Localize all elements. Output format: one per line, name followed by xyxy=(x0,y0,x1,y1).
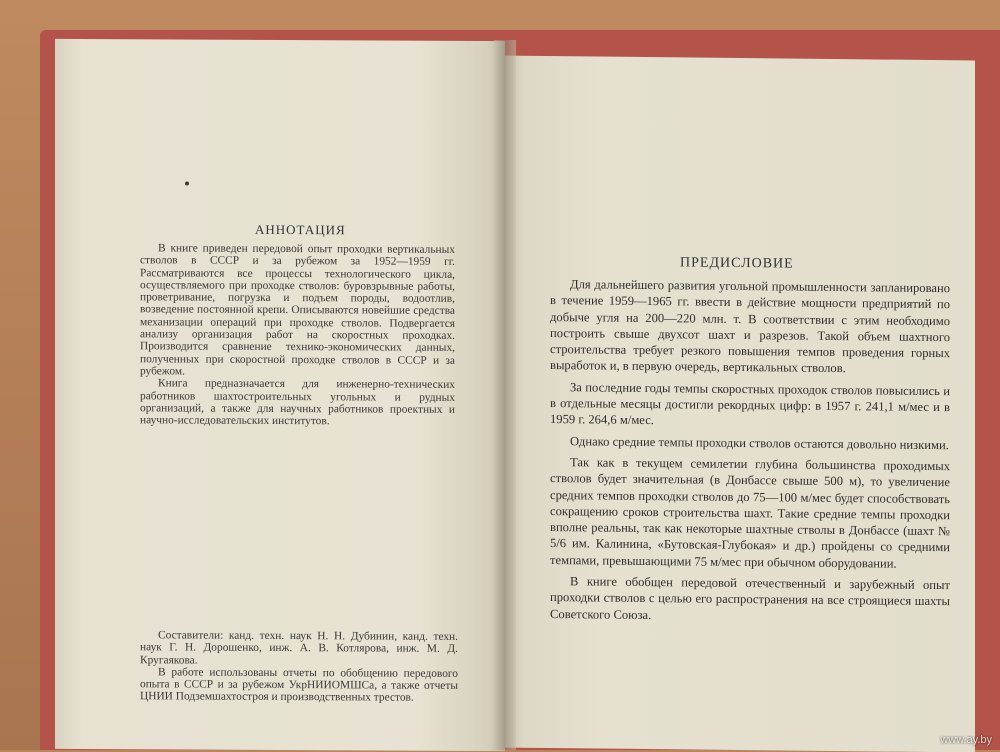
left-page xyxy=(55,39,505,751)
credits-text xyxy=(140,629,458,704)
watermark: www.ay.by xyxy=(940,734,992,746)
preface-paragraph: Однако средние темпы проходки стволов остаются довольно низкими. xyxy=(570,433,949,452)
annotation-paragraph: В книге приведен передовой опыт проходки вертикальных стволов в СССР и за рубежом за 1952—1959 гг. Рассматриваются все процессы технологического цикла, осуществляемого при проходке стволов: буровзрывные работы, проветривание, погрузка и подъем породы, водоотлив, возведение постоянной крепи. Описываются новейшие средства механизации операций при проходке стволов. Подвергается анализу организация работ на скоростных проходках. Производится сравнение технико-экономических данных, полученных при скоростной проходке стволов в СССР и за рубежом. xyxy=(140,242,455,378)
preface-text xyxy=(550,276,950,631)
credits-paragraph: Составители: канд. техн. наук Н. Н. Дубинин, канд. техн. наук Г. Н. Дорошенко, инж. А. В. Котлярова, инж. М. Д. Кругаякова. xyxy=(140,629,458,667)
preface-paragraph: Для дальнейшего развития угольной промышленности запланировано в течение 1959—1965 гг. ввести в действие мощности предприятий по добыче угля на 200—220 млн. т. В соответствии с этим необходимо построить свыше двухсот шахт и разрезов. Такой объем шахтного строительства требует резкого повышения темпов проведения горных выработок и, в первую очередь, вертикальных стволов. xyxy=(550,277,950,376)
preface-paragraph: За последние годы темпы скоростных проходок стволов повысились и в отдельные месяцы достигли рекордных цифр: в 1957 г. 241,1 м/мес и в 1959 г. 264,6 м/мес. xyxy=(550,380,950,428)
preface-title: ПРЕДИСЛОВИЕ xyxy=(680,255,794,272)
ink-spot xyxy=(185,182,189,186)
preface-paragraph: Так как в текущем семилетии глубина большинства проходимых стволов будет значительная (в Донбассе свыше 500 м), то увеличение средних темпов проходки стволов до 75—100 м/мес будет способствовать сокращению сроков строительства шахт. Такие средние темпы проходки вполне реальны, так как некоторые шахтные стволы в Донбассе (шахт № 5/6 им. Калинина, «Бутовская-Глубокая» и др.) пройдены со средними темпами, превышающими 75 м/мес при обычном оборудовании. xyxy=(550,455,950,571)
annotation-text xyxy=(140,242,455,428)
annotation-title: АННОТАЦИЯ xyxy=(255,221,346,238)
right-page xyxy=(505,56,975,752)
preface-paragraph: В книге обобщен передовой отечественный и зарубежный опыт проходки стволов с целью его распространения на все строящиеся шахты Советского Союза. xyxy=(550,574,950,622)
annotation-paragraph: Книга предназначается для инженерно-технических работников шахтостроительных угольных и рудных организаций, а также для научных работников проектных и научно-исследовательских институтов. xyxy=(140,377,455,428)
book-gutter xyxy=(494,40,516,750)
credits-paragraph: В работе использованы отчеты по обобщению передового опыта в СССР и за рубежом УкрНИИОМШСа, а также отчеты ЦНИИ Подземшахтостроя и производственных трестов. xyxy=(140,666,458,705)
